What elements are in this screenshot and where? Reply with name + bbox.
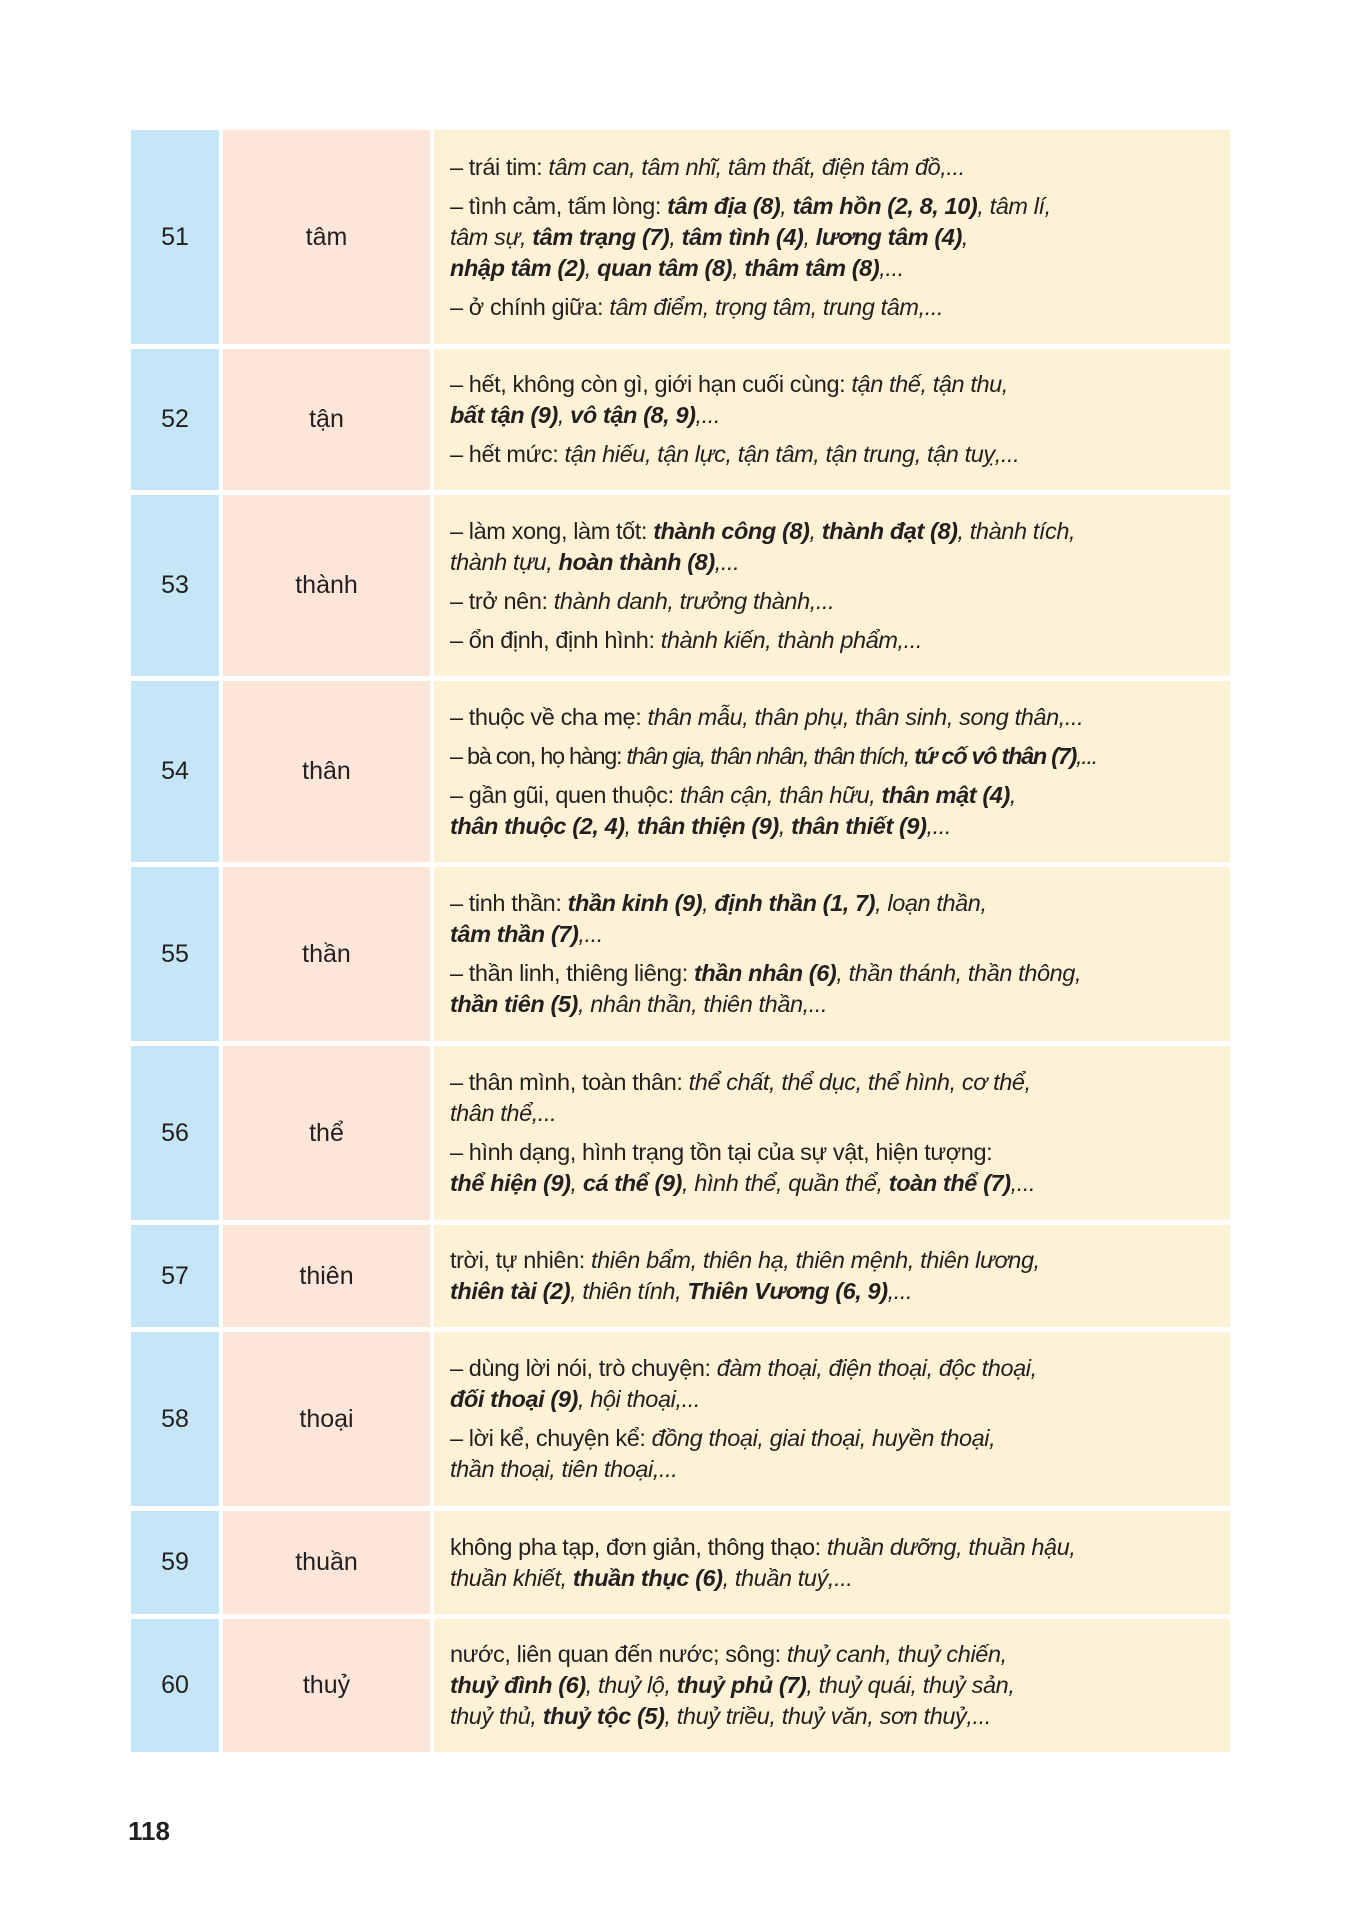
- example-words: thuỷ canh, thuỷ chiến,: [786, 1641, 1007, 1667]
- highlighted-term: thân mật (4): [881, 781, 1010, 808]
- highlighted-term: thần nhân (6): [693, 960, 837, 986]
- meaning-line: [450, 1639, 1220, 1670]
- example-words: tâm can, tâm nhĩ, tâm thất, điện tâm đồ,...: [548, 153, 965, 180]
- example-words: ,: [624, 812, 637, 839]
- meaning-line: [450, 780, 1220, 811]
- entry-number: 52: [131, 349, 219, 490]
- example-words: thân thể,...: [450, 1100, 557, 1126]
- meaning-text: – trở nên:: [450, 587, 554, 614]
- highlighted-term: đối thoại (9): [450, 1386, 578, 1412]
- example-words: đồng thoại, giai thoại, huyền thoại,: [651, 1425, 996, 1451]
- example-words: tâm điểm, trọng tâm, trung tâm,...: [609, 293, 944, 320]
- meaning-text: – hết mức:: [450, 441, 565, 467]
- meaning-paragraph: [450, 702, 1220, 733]
- entry-number: 60: [131, 1619, 219, 1752]
- meaning-paragraph: [450, 780, 1220, 842]
- highlighted-term: thuỷ phủ (7): [676, 1672, 807, 1698]
- meaning-line: [450, 958, 1220, 989]
- page-number: 118: [128, 1816, 170, 1846]
- highlighted-term: cá thể (9): [582, 1170, 682, 1196]
- highlighted-term: định thần (1, 7): [714, 890, 876, 916]
- example-words: , thuỷ quái, thuỷ sản,: [806, 1672, 1015, 1698]
- meaning-paragraph: [450, 888, 1220, 950]
- meaning-paragraph: [450, 1639, 1220, 1732]
- highlighted-term: tâm thần (7): [450, 921, 579, 947]
- example-words: ,...: [1076, 742, 1097, 769]
- entry-word: thiên: [223, 1225, 430, 1327]
- example-words: ,...: [714, 548, 740, 575]
- highlighted-term: thần kinh (9): [567, 890, 703, 916]
- example-words: thành kiến, thành phẩm,...: [660, 626, 923, 653]
- entry-word: thành: [223, 495, 430, 676]
- meaning-text: – tình cảm, tấm lòng:: [450, 192, 668, 219]
- example-words: , thuần tuý,...: [722, 1564, 853, 1591]
- meaning-text: – trái tim:: [450, 153, 549, 180]
- highlighted-term: thuỷ tộc (5): [542, 1703, 665, 1729]
- meaning-text: – hết, không còn gì, giới hạn cuối cùng:: [450, 371, 852, 397]
- entry-meaning: [434, 1619, 1230, 1752]
- meaning-paragraph: [450, 1532, 1220, 1594]
- meaning-line: [450, 1276, 1220, 1307]
- example-words: thuần dưỡng, thuần hậu,: [826, 1533, 1076, 1560]
- meaning-text: – thân mình, toàn thân:: [450, 1069, 689, 1095]
- example-words: , thành tích,: [957, 517, 1076, 544]
- meaning-paragraph: [450, 1137, 1220, 1199]
- example-words: , thần thánh, thần thông,: [836, 960, 1082, 986]
- entry-meaning: [434, 1046, 1230, 1220]
- table-row: [131, 349, 1230, 490]
- entry-meaning: [434, 1225, 1230, 1327]
- meaning-line: [450, 1454, 1220, 1485]
- meaning-line: [450, 741, 1220, 772]
- highlighted-term: tâm tình (4): [681, 223, 804, 250]
- meaning-text: – ở chính giữa:: [450, 293, 610, 320]
- meaning-line: [450, 1670, 1220, 1701]
- meaning-text: – dùng lời nói, trò chuyện:: [450, 1355, 717, 1381]
- entry-number: 55: [131, 867, 219, 1041]
- example-words: , tâm lí,: [977, 192, 1051, 219]
- highlighted-term: Thiên Vương (6, 9): [687, 1278, 888, 1304]
- meaning-line: [450, 586, 1220, 617]
- highlighted-term: vô tận (8, 9): [570, 402, 696, 428]
- highlighted-term: tâm trạng (7): [532, 223, 670, 250]
- example-words: ,...: [879, 254, 904, 281]
- meaning-line: [450, 1067, 1220, 1098]
- entry-word: thoại: [223, 1332, 430, 1506]
- highlighted-term: toàn thể (7): [888, 1170, 1011, 1196]
- meaning-line: [450, 1098, 1220, 1129]
- example-words: , loạn thần,: [875, 890, 987, 916]
- meaning-paragraph: [450, 439, 1220, 470]
- example-words: , thiên tính,: [570, 1278, 688, 1304]
- example-words: ,: [702, 890, 715, 916]
- highlighted-term: thân thiện (9): [636, 812, 779, 839]
- meaning-line: [450, 1245, 1220, 1276]
- highlighted-term: tâm địa (8): [667, 192, 781, 219]
- meaning-line: [450, 516, 1220, 547]
- example-words: ,: [961, 223, 969, 250]
- entry-word: thuần: [223, 1511, 430, 1614]
- vocabulary-table: [131, 130, 1230, 1757]
- highlighted-term: lương tâm (4): [815, 223, 962, 250]
- entry-meaning: [434, 681, 1230, 862]
- meaning-text: – lời kể, chuyện kể:: [450, 1425, 652, 1451]
- meaning-line: [450, 625, 1220, 656]
- entry-number: 51: [131, 130, 219, 344]
- table-row: [131, 1511, 1230, 1614]
- highlighted-term: tâm hồn (2, 8, 10): [792, 192, 978, 219]
- entry-meaning: [434, 130, 1230, 344]
- example-words: thân mẫu, thân phụ, thân sinh, song thân,...: [647, 703, 1084, 730]
- meaning-line: [450, 191, 1220, 222]
- highlighted-term: quan tâm (8): [597, 254, 733, 281]
- example-words: , nhân thần, thiên thần,...: [577, 991, 828, 1017]
- entry-word: thuỷ: [223, 1619, 430, 1752]
- entry-number: 57: [131, 1225, 219, 1327]
- meaning-text: – bà con, họ hàng:: [450, 742, 627, 769]
- meaning-text: – tinh thần:: [450, 890, 568, 916]
- example-words: thuỷ thủ,: [450, 1703, 543, 1729]
- highlighted-term: thể hiện (9): [450, 1170, 571, 1196]
- meaning-text: – làm xong, làm tốt:: [450, 517, 654, 544]
- entry-word: thần: [223, 867, 430, 1041]
- example-words: ,: [584, 254, 598, 281]
- meaning-paragraph: [450, 191, 1220, 284]
- entry-number: 56: [131, 1046, 219, 1220]
- meaning-line: [450, 547, 1220, 578]
- entry-word: thể: [223, 1046, 430, 1220]
- example-words: thiên bẩm, thiên hạ, thiên mệnh, thiên lương,: [591, 1247, 1040, 1273]
- table-row: [131, 495, 1230, 676]
- table-row: [131, 1046, 1230, 1220]
- example-words: ,...: [578, 921, 603, 947]
- table-row: [131, 1619, 1230, 1752]
- entry-word: tận: [223, 349, 430, 490]
- highlighted-term: thành công (8): [653, 517, 810, 544]
- meaning-line: [450, 919, 1220, 950]
- meaning-line: [450, 400, 1220, 431]
- example-words: tận thế, tận thu,: [851, 371, 1008, 397]
- meaning-paragraph: [450, 292, 1220, 323]
- example-words: ,...: [887, 1278, 913, 1304]
- example-words: tâm sự,: [450, 223, 533, 250]
- meaning-paragraph: [450, 741, 1220, 772]
- entry-word: thân: [223, 681, 430, 862]
- example-words: thể chất, thể dục, thể hình, cơ thể,: [688, 1069, 1031, 1095]
- meaning-line: [450, 439, 1220, 470]
- example-words: thân cận, thân hữu,: [679, 781, 882, 808]
- meaning-line: [450, 811, 1220, 842]
- entry-number: 53: [131, 495, 219, 676]
- meaning-paragraph: [450, 586, 1220, 617]
- table-row: [131, 681, 1230, 862]
- meaning-line: [450, 1532, 1220, 1563]
- meaning-paragraph: [450, 152, 1220, 183]
- meaning-line: [450, 152, 1220, 183]
- table-row: [131, 1225, 1230, 1327]
- example-words: , thuỷ triều, thuỷ văn, sơn thuỷ,...: [664, 1703, 991, 1729]
- entry-meaning: [434, 1511, 1230, 1614]
- meaning-text: – hình dạng, hình trạng tồn tại của sự vật, hiện tượng:: [450, 1139, 993, 1165]
- meaning-text: không pha tạp, đơn giản, thông thạo:: [450, 1533, 827, 1560]
- highlighted-term: bất tận (9): [450, 402, 558, 428]
- example-words: thành danh, trưởng thành,...: [553, 587, 835, 614]
- example-words: , hình thể, quần thể,: [681, 1170, 889, 1196]
- highlighted-term: thành đạt (8): [821, 517, 958, 544]
- entry-meaning: [434, 349, 1230, 490]
- highlighted-term: tứ cố vô thân (7): [914, 742, 1076, 769]
- example-words: ,: [732, 254, 745, 281]
- meaning-paragraph: [450, 1245, 1220, 1307]
- table-row: [131, 867, 1230, 1041]
- example-words: ,...: [926, 812, 952, 839]
- entry-number: 54: [131, 681, 219, 862]
- meaning-paragraph: [450, 516, 1220, 578]
- example-words: , hội thoại,...: [577, 1386, 700, 1412]
- meaning-line: [450, 1168, 1220, 1199]
- highlighted-term: nhập tâm (2): [450, 254, 585, 281]
- highlighted-term: thuỷ đình (6): [450, 1672, 586, 1698]
- example-words: ,: [778, 812, 792, 839]
- entry-meaning: [434, 1332, 1230, 1506]
- meaning-paragraph: [450, 1423, 1220, 1485]
- example-words: ,: [780, 192, 793, 219]
- entry-meaning: [434, 867, 1230, 1041]
- entry-meaning: [434, 495, 1230, 676]
- meaning-paragraph: [450, 1353, 1220, 1415]
- highlighted-term: thuần thục (6): [572, 1564, 723, 1591]
- entry-word: tâm: [223, 130, 430, 344]
- example-words: ,: [809, 517, 822, 544]
- highlighted-term: thâm tâm (8): [744, 254, 880, 281]
- meaning-line: [450, 1701, 1220, 1732]
- example-words: ,...: [695, 402, 721, 428]
- example-words: đàm thoại, điện thoại, độc thoại,: [716, 1355, 1037, 1381]
- entry-number: 58: [131, 1332, 219, 1506]
- meaning-text: nước, liên quan đến nước; sông:: [450, 1641, 787, 1667]
- entry-number: 59: [131, 1511, 219, 1614]
- example-words: ,: [570, 1170, 583, 1196]
- meaning-line: [450, 292, 1220, 323]
- highlighted-term: thân thiết (9): [791, 812, 927, 839]
- meaning-text: – ổn định, định hình:: [450, 626, 661, 653]
- meaning-paragraph: [450, 1067, 1220, 1129]
- table-row: [131, 1332, 1230, 1506]
- meaning-paragraph: [450, 958, 1220, 1020]
- meaning-line: [450, 369, 1220, 400]
- table-row: [131, 130, 1230, 344]
- meaning-text: – thuộc về cha mẹ:: [450, 703, 648, 730]
- meaning-line: [450, 1353, 1220, 1384]
- meaning-text: – gần gũi, quen thuộc:: [450, 781, 680, 808]
- meaning-line: [450, 702, 1220, 733]
- meaning-line: [450, 1563, 1220, 1594]
- example-words: ,: [669, 223, 682, 250]
- example-words: tận hiếu, tận lực, tận tâm, tận trung, tận tuỵ,...: [564, 441, 1020, 467]
- meaning-line: [450, 888, 1220, 919]
- meaning-line: [450, 1384, 1220, 1415]
- example-words: ,: [557, 402, 571, 428]
- example-words: thân gia, thân nhân, thân thích,: [626, 742, 915, 769]
- meaning-line: [450, 1423, 1220, 1454]
- meaning-line: [450, 253, 1220, 284]
- example-words: thuần khiết,: [450, 1564, 573, 1591]
- meaning-paragraph: [450, 625, 1220, 656]
- example-words: , thuỷ lộ,: [585, 1672, 677, 1698]
- meaning-line: [450, 222, 1220, 253]
- example-words: thành tựu,: [450, 548, 559, 575]
- meaning-line: [450, 989, 1220, 1020]
- highlighted-term: hoàn thành (8): [558, 548, 715, 575]
- example-words: ,: [1009, 781, 1017, 808]
- example-words: ,: [803, 223, 816, 250]
- highlighted-term: thiên tài (2): [450, 1278, 571, 1304]
- example-words: thần thoại, tiên thoại,...: [450, 1456, 678, 1482]
- meaning-line: [450, 1137, 1220, 1168]
- meaning-paragraph: [450, 369, 1220, 431]
- meaning-text: – thần linh, thiêng liêng:: [450, 960, 694, 986]
- highlighted-term: thần tiên (5): [450, 991, 578, 1017]
- example-words: ,...: [1010, 1170, 1036, 1196]
- highlighted-term: thân thuộc (2, 4): [450, 812, 625, 839]
- meaning-text: trời, tự nhiên:: [450, 1247, 591, 1273]
